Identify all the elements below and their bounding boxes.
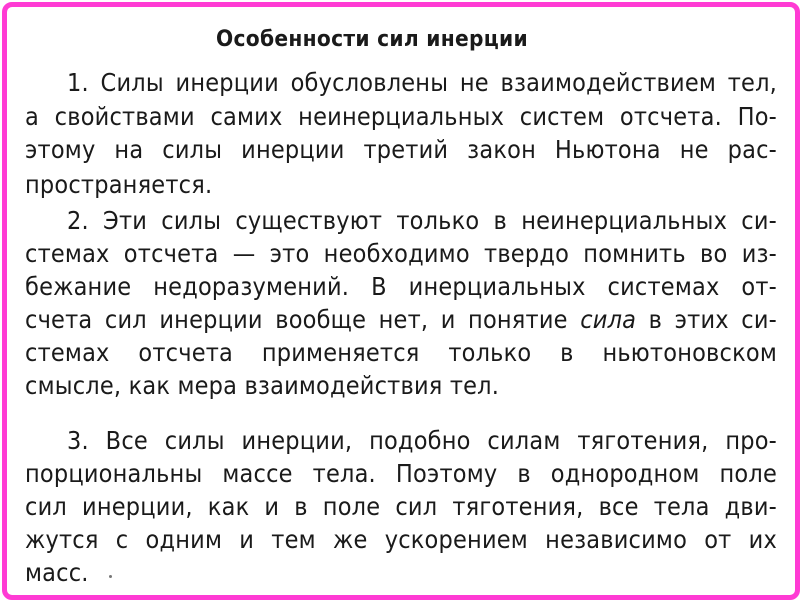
ink-speck — [109, 575, 112, 578]
text-line-7: бежание недоразумений. В инерциальных системах от- — [25, 272, 777, 301]
text-line-2: а свойствами самих неинерциальных систем отсчета. По- — [25, 102, 777, 131]
text-line-5: 2. Эти силы существуют только в неинерциальных си- — [67, 206, 777, 235]
text-line-6: стемах отсчета — это необходимо твердо помнить во из- — [25, 239, 777, 268]
text-line-15: масс. — [25, 558, 89, 587]
text-line-8: счета сил инерции вообще нет, и понятие сила в этих си- — [25, 305, 777, 334]
text-line-12: порциональны массе тела. Поэтому в однородном поле — [25, 459, 777, 488]
italic-term: сила — [580, 305, 637, 334]
text-line-9: стемах отсчета применяется только в ньютоновском — [25, 338, 777, 367]
page-frame — [2, 2, 800, 600]
text-line-1: 1. Силы инерции обусловлены не взаимодействием тел, — [67, 68, 777, 97]
document-page — [7, 7, 795, 595]
text-line-14: жутся с одним и тем же ускорением независимо от их — [25, 525, 777, 554]
text-line-4: пространяется. — [25, 170, 213, 199]
text-line-3: этому на силы инерции третий закон Ньютона не рас- — [25, 135, 777, 164]
page-title: Особенности сил инерции — [216, 27, 528, 52]
text-line-10: смысле, как мера взаимодействия тел. — [25, 371, 500, 400]
text-line-13: сил инерции, как и в поле сил тяготения, все тела дви- — [25, 492, 777, 521]
text-line-11: 3. Все силы инерции, подобно силам тяготения, про- — [67, 426, 777, 455]
